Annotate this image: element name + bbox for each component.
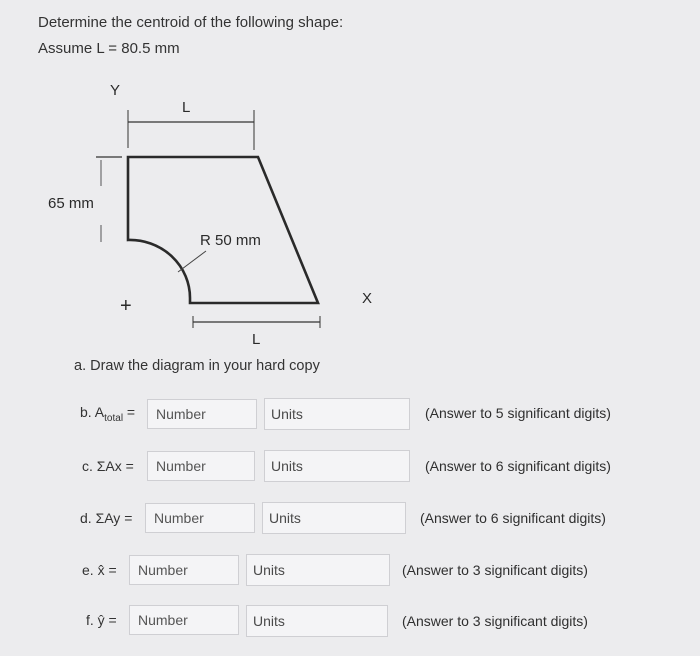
y-axis-label: Y: [110, 82, 121, 99]
top-dimension-label: L: [182, 99, 191, 116]
radius-leader-line: [178, 251, 206, 272]
row-sum-ax: [82, 451, 134, 481]
sum-ax-hint: (Answer to 6 significant digits): [425, 458, 611, 474]
x-bar-units[interactable]: Units: [246, 554, 390, 586]
area-total-label: b. $A_{total}$ =: [80, 404, 136, 424]
radius-label: R 50 mm: [200, 232, 261, 249]
row-y-bar: [86, 605, 117, 635]
y-bar-input[interactable]: [129, 605, 239, 635]
x-bar-hint: (Answer to 3 significant digits): [402, 562, 588, 578]
row-x-bar: [82, 555, 117, 585]
y-bar-label: f. ŷ =: [86, 612, 117, 628]
problem-title: Determine the centroid of the following shape:: [38, 14, 344, 31]
x-bar-input[interactable]: [129, 555, 239, 585]
height-dimension-label: 65 mm: [48, 195, 94, 212]
area-total-input[interactable]: [147, 399, 257, 429]
sum-ay-input[interactable]: [145, 503, 255, 533]
part-a-instruction: a. Draw the diagram in your hard copy: [74, 358, 320, 374]
y-bar-units[interactable]: Units: [246, 605, 388, 637]
sum-ax-label: c. ΣAx =: [82, 458, 134, 474]
bottom-dimension-label: L: [252, 331, 261, 348]
x-axis-label: X: [362, 290, 373, 307]
shape-outline: [128, 157, 318, 303]
area-total-units[interactable]: Units: [264, 398, 410, 430]
sum-ay-label: d. ΣAy =: [80, 510, 133, 526]
problem-assumption: Assume L = 80.5 mm: [38, 40, 180, 57]
y-bar-hint: (Answer to 3 significant digits): [402, 613, 588, 629]
origin-marker: +: [120, 295, 132, 317]
sum-ax-input[interactable]: [147, 451, 255, 481]
x-bar-label: e. x̂ =: [82, 562, 117, 578]
sum-ax-units[interactable]: Units: [264, 450, 410, 482]
row-sum-ay: [80, 503, 132, 533]
sum-ay-units[interactable]: Units: [262, 502, 406, 534]
row-area-total: [80, 399, 135, 429]
sum-ay-hint: (Answer to 6 significant digits): [420, 510, 606, 526]
area-total-hint: (Answer to 5 significant digits): [425, 405, 611, 421]
